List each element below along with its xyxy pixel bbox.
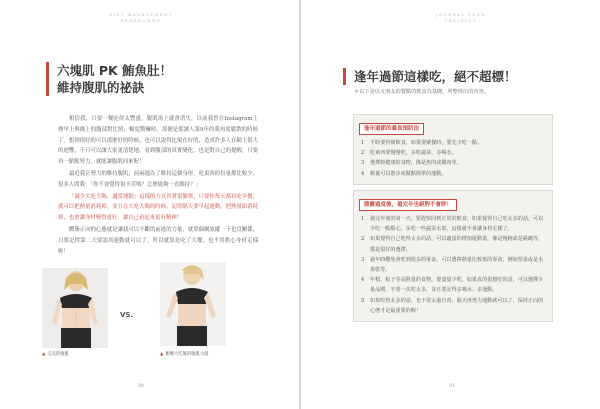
photo-toned-abs <box>42 268 108 348</box>
running-head: JOURNAL FOOD TRAINING <box>436 13 486 23</box>
vs-label: VS. <box>120 311 134 319</box>
caption-left <box>42 352 69 358</box>
caption-right <box>160 352 240 358</box>
list-item: 3 過年時難免會吃到很多的零食，可以選擇熱量比較低的零食，例如堅果或是水果乾等。 <box>361 256 544 274</box>
list-item: 1 平時要控制飲食，如果要聚餐時，要先少吃一點。 <box>361 140 483 146</box>
list-item: 2 如果覺得自己吃得太多的話，可以適量的增加運動量，像是慢跑或是跳繩等，都是很好的選擇。 <box>361 236 544 253</box>
page-number: 31 <box>449 384 455 389</box>
tips-list <box>354 211 552 321</box>
subtitle: ＊以下是以女朋友的餐點的飲食為基礎，所整理出的內容。 <box>354 89 489 95</box>
list-item: 5 如果吃得太多的話，也不要太過自責，隔天再努力運動就可以了，保持正向的心態才是最重要的喔！ <box>361 297 544 314</box>
body-text <box>58 114 258 258</box>
paragraph: 最近我正努力的維持腹肌，前兩週為了維持這個身形，吃東西的份量都比較少，很多人問我：「你不會覺得很辛苦嗎？怎麼能夠一直維持？」 <box>58 170 258 188</box>
right-page <box>301 0 600 409</box>
photo-after-meal <box>160 262 226 346</box>
list-item: 3 選擇較健康的食物，像是魚肉或雞肉等。 <box>361 160 462 167</box>
chapter-title: 逢年過節這樣吃，絕不超標！ <box>343 68 523 85</box>
page-number: 30 <box>138 384 144 389</box>
box-heading: 節慶過度後，過完年也絕對不會胖！ <box>359 199 457 211</box>
list-item: 4 飯後可以散步或做點簡單的運動。 <box>361 170 447 177</box>
woman-figure-icon <box>42 268 108 348</box>
paragraph: 「減少大吃大喝，適當運動」這樣的方式其實很簡單，只要你每天都有吃早餐，就可以把熱量消耗掉，並且在大吃大喝的時候，記得隔天要早起運動，把熱量給消耗掉，也會讓身材變得更好，讓自己看起來更有精神！ <box>58 193 258 222</box>
left-page <box>0 0 299 409</box>
title-line-2: 維持腹肌的祕訣 <box>57 80 145 95</box>
list-item: 1 過完年後的第一天，要趕快回到正常的飲食，如果覺得自己吃太多的話，可以少吃一點點心，多吃一些蔬菜水果，這樣就不會讓身材走樣了。 <box>361 216 544 233</box>
tips-box-recovery <box>353 190 553 322</box>
box-heading: 逢年過節的暴食預防法 <box>359 123 424 135</box>
paragraph: 體脂正向的心態就是讓我可以不斷的前進的力量，就算偶爾放縱一下也沒關係，只要記得第二天要認真運動就可以了，所以就算是吃了大餐，也不用擔心身材走樣喔！ <box>58 226 258 255</box>
tips-box-prevention <box>353 114 553 185</box>
woman-figure-icon <box>160 262 226 346</box>
triangle-icon: ▲ <box>42 352 46 357</box>
paragraph: 相信我，只要一餐吃得太豐盛，腹肌馬上就會消失，以前我曾在Instagram上傳早上與晚上的腹部對比照，暢度驚嚇時，那便是那讀人第9年的我再度鬆散的時候了，想到很好的可以那麼好的時候，也可以說得比現在好的，造成許多人在網上很大的迴響，不只可以讓大家更清楚地，看到腹部的真實變化，也是對自己的提醒，只要再一點點努力，就能讓腹肌回來喔！ <box>58 116 258 166</box>
caption-text: 完美的腹肌 <box>47 352 69 357</box>
list-item: 4 年糕、粽子等高熱量的食物，要盡量少吃，如果真的很想吃的話，可以選擇少量品嚐，不要一次吃太多，並且要記得多喝水、多運動。 <box>361 277 544 294</box>
chapter-title <box>46 62 226 96</box>
running-head: DIET MANAGEMENT PROGRAMME <box>109 13 173 23</box>
list-item: 2 吃東西要慢慢吃，多吃蔬菜、多喝水。 <box>361 150 457 157</box>
caption-text: 飽餐大吃後的腹肌大破 <box>165 352 209 357</box>
tips-list <box>354 135 552 184</box>
triangle-icon: ▲ <box>160 352 164 357</box>
title-line-1: 六塊肌 PK 鮪魚肚！ <box>57 63 173 78</box>
